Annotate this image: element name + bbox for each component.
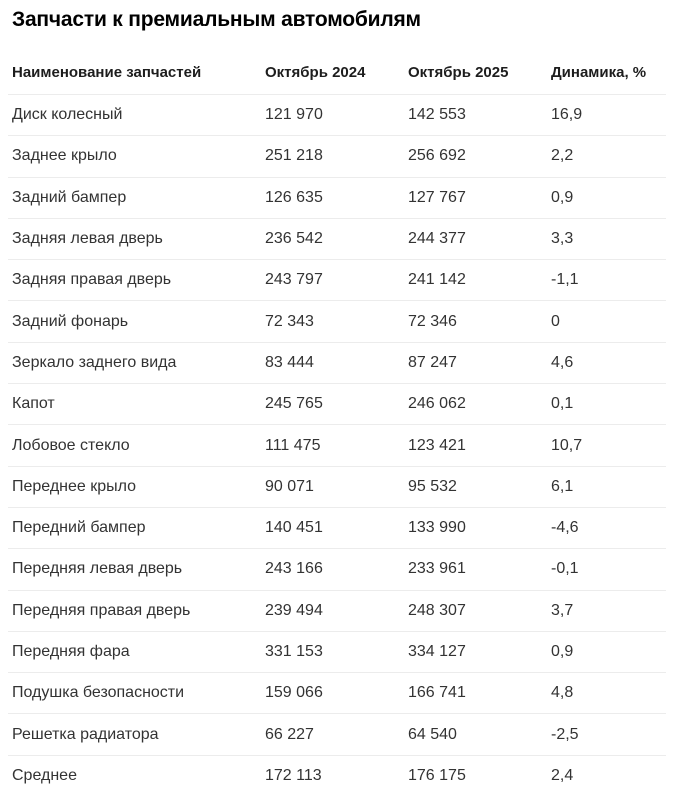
column-header-dynamics: Динамика, % bbox=[551, 64, 647, 81]
table-row bbox=[8, 714, 666, 755]
part-name-cell: Переднее крыло bbox=[12, 477, 137, 495]
october-2024-value-cell: 331 153 bbox=[265, 643, 323, 660]
table-row bbox=[8, 384, 666, 425]
october-2024-value-cell: 66 227 bbox=[265, 725, 314, 743]
october-2024-value-cell: 251 218 bbox=[265, 147, 323, 165]
october-2024-value-cell: 111 475 bbox=[265, 436, 321, 454]
table-row bbox=[8, 632, 666, 673]
october-2024-value-cell: 159 066 bbox=[265, 684, 323, 702]
page-title: Запчасти к премиальным автомобилям bbox=[12, 8, 421, 31]
part-name-cell: Заднее крыло bbox=[12, 147, 117, 165]
dynamics-value-cell: 10,7 bbox=[551, 436, 583, 454]
part-name-cell: Подушка безопасности bbox=[12, 684, 185, 702]
table-row bbox=[8, 260, 666, 301]
part-name-cell: Передняя фара bbox=[12, 643, 130, 660]
dynamics-value-cell: -2,5 bbox=[551, 725, 579, 743]
table-row bbox=[8, 508, 666, 549]
october-2025-value-cell: 233 961 bbox=[408, 560, 466, 578]
october-2024-value-cell: 245 765 bbox=[265, 395, 323, 413]
october-2024-value-cell: 83 444 bbox=[265, 353, 314, 371]
part-name-cell: Среднее bbox=[12, 766, 77, 784]
dynamics-value-cell: 0 bbox=[551, 312, 560, 330]
part-name-cell: Лобовое стекло bbox=[12, 436, 130, 454]
dynamics-value-cell: 6,1 bbox=[551, 477, 574, 495]
table-row bbox=[8, 136, 666, 177]
table-row bbox=[8, 467, 666, 508]
part-name-cell: Зеркало заднего вида bbox=[12, 353, 177, 371]
part-name-cell: Задний бампер bbox=[12, 188, 127, 206]
part-name-cell: Задний фонарь bbox=[12, 312, 129, 330]
table-row bbox=[8, 756, 666, 796]
part-name-cell: Задняя левая дверь bbox=[12, 230, 163, 248]
october-2024-value-cell: 121 970 bbox=[265, 106, 323, 124]
dynamics-value-cell: 2,4 bbox=[551, 766, 574, 784]
october-2025-value-cell: 127 767 bbox=[408, 188, 466, 206]
dynamics-value-cell: 2,2 bbox=[551, 147, 574, 165]
october-2025-value-cell: 256 692 bbox=[408, 147, 466, 165]
october-2025-value-cell: 64 540 bbox=[408, 725, 457, 743]
table-row bbox=[8, 673, 666, 714]
table-row bbox=[8, 301, 666, 342]
october-2025-value-cell: 72 346 bbox=[408, 312, 457, 330]
part-name-cell: Передняя левая дверь bbox=[12, 560, 183, 578]
dynamics-value-cell: -1,1 bbox=[551, 271, 579, 289]
dynamics-value-cell: 4,8 bbox=[551, 684, 574, 702]
dynamics-value-cell: 0,9 bbox=[551, 188, 574, 206]
dynamics-value-cell: -4,6 bbox=[551, 519, 579, 537]
table-row bbox=[8, 425, 666, 466]
october-2025-value-cell: 166 741 bbox=[408, 684, 466, 702]
table-row bbox=[8, 95, 666, 136]
october-2025-value-cell: 244 377 bbox=[408, 230, 466, 248]
part-name-cell: Решетка радиатора bbox=[12, 725, 159, 743]
october-2024-value-cell: 140 451 bbox=[265, 519, 323, 537]
october-2025-value-cell: 87 247 bbox=[408, 353, 457, 371]
part-name-cell: Передний бампер bbox=[12, 519, 146, 537]
october-2025-value-cell: 248 307 bbox=[408, 601, 466, 619]
dynamics-value-cell: 4,6 bbox=[551, 353, 574, 371]
dynamics-value-cell: 3,3 bbox=[551, 230, 574, 248]
october-2024-value-cell: 72 343 bbox=[265, 312, 314, 330]
dynamics-value-cell: 16,9 bbox=[551, 106, 583, 124]
column-header-october-2025: Октябрь 2025 bbox=[408, 64, 509, 81]
october-2025-value-cell: 95 532 bbox=[408, 477, 457, 495]
part-name-cell: Передняя правая дверь bbox=[12, 601, 191, 619]
dynamics-value-cell: 3,7 bbox=[551, 601, 574, 619]
october-2024-value-cell: 172 113 bbox=[265, 766, 322, 784]
column-header-october-2024: Октябрь 2024 bbox=[265, 64, 366, 81]
october-2024-value-cell: 90 071 bbox=[265, 477, 314, 495]
part-name-cell: Диск колесный bbox=[12, 106, 123, 124]
table-body bbox=[8, 95, 666, 796]
table-row bbox=[8, 178, 666, 219]
table-row bbox=[8, 591, 666, 632]
october-2024-value-cell: 239 494 bbox=[265, 601, 323, 619]
october-2025-value-cell: 133 990 bbox=[408, 519, 466, 537]
dynamics-value-cell: 0,9 bbox=[551, 643, 574, 660]
october-2024-value-cell: 243 797 bbox=[265, 271, 323, 289]
table-row bbox=[8, 343, 666, 384]
part-name-cell: Капот bbox=[12, 395, 55, 413]
table-row bbox=[8, 219, 666, 260]
column-header-part-name: Наименование запчастей bbox=[12, 64, 202, 81]
october-2025-value-cell: 246 062 bbox=[408, 395, 466, 413]
october-2025-value-cell: 123 421 bbox=[408, 436, 466, 454]
october-2025-value-cell: 241 142 bbox=[408, 271, 466, 289]
table-header-row bbox=[8, 33, 666, 95]
table-row bbox=[8, 549, 666, 590]
october-2024-value-cell: 243 166 bbox=[265, 560, 323, 578]
part-name-cell: Задняя правая дверь bbox=[12, 271, 172, 289]
dynamics-value-cell: 0,1 bbox=[551, 395, 574, 413]
october-2025-value-cell: 334 127 bbox=[408, 643, 466, 660]
october-2024-value-cell: 236 542 bbox=[265, 230, 323, 248]
dynamics-value-cell: -0,1 bbox=[551, 560, 579, 578]
october-2025-value-cell: 176 175 bbox=[408, 766, 466, 784]
october-2024-value-cell: 126 635 bbox=[265, 188, 323, 206]
october-2025-value-cell: 142 553 bbox=[408, 106, 466, 124]
